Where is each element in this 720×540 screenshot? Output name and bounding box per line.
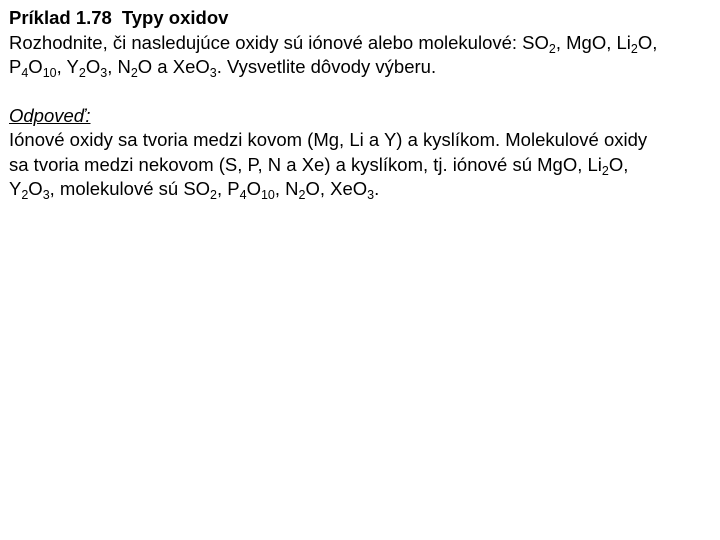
answer-text: O, XeO [305, 178, 368, 199]
problem-topic: Typy oxidov [121, 7, 229, 28]
answer-text: , P [217, 178, 240, 199]
subscript: 2 [298, 188, 306, 202]
subscript: 2 [130, 66, 138, 80]
problem-text: Rozhodnite, či nasledujúce oxidy sú iónové alebo molekulové: SO [9, 31, 549, 53]
subscript: 2 [630, 41, 638, 56]
problem-statement-line-1 [9, 31, 715, 56]
answer-heading: Odpoveď: [9, 104, 91, 126]
answer-text: . [374, 178, 380, 199]
problem-text: , MgO, Li [555, 31, 631, 53]
answer-text: Iónové oxidy sa tvoria medzi kovom (Mg, Li a Y) a kyslíkom. Molekulové oxidy [9, 129, 648, 150]
answer-text: , N [274, 178, 299, 199]
answer-text: sa tvoria medzi nekovom (S, P, N a Xe) a kyslíkom, tj. iónové sú MgO, Li [9, 153, 602, 175]
problem-text: O, [637, 31, 658, 53]
answer-text: Y [9, 178, 22, 199]
problem-text: , N [107, 56, 131, 77]
problem-statement-line-2 [9, 55, 715, 80]
subscript: 3 [42, 188, 50, 202]
problem-text: . Vysvetlite dôvody výberu. [216, 56, 437, 77]
problem-text: O [85, 56, 101, 77]
answer-line-3 [9, 177, 715, 202]
subscript: 3 [100, 66, 108, 80]
problem-text: O [28, 56, 43, 77]
subscript: 2 [548, 41, 556, 56]
subscript: 10 [260, 188, 275, 202]
problem-title [9, 6, 715, 31]
subscript: 3 [367, 188, 375, 202]
subscript: 4 [239, 188, 247, 202]
subscript: 2 [210, 188, 217, 202]
subscript: 2 [78, 66, 86, 80]
answer-section [9, 104, 715, 202]
subscript: 3 [209, 66, 217, 80]
subscript: 10 [42, 66, 57, 80]
subscript: 2 [21, 188, 29, 202]
answer-text: O, [608, 153, 629, 175]
subscript: 4 [21, 66, 29, 80]
problem-text: P [9, 56, 22, 77]
answer-text: O [28, 178, 43, 199]
answer-line-1 [9, 128, 715, 153]
problem-text: O a XeO [137, 56, 210, 77]
answer-text: , molekulové sú SO [49, 178, 211, 199]
answer-line-2 [9, 153, 715, 178]
subscript: 2 [601, 163, 609, 178]
answer-text: O [246, 178, 261, 199]
document-page [9, 6, 715, 202]
problem-label: Príklad 1.78 [9, 7, 112, 28]
problem-text: , Y [56, 56, 79, 77]
